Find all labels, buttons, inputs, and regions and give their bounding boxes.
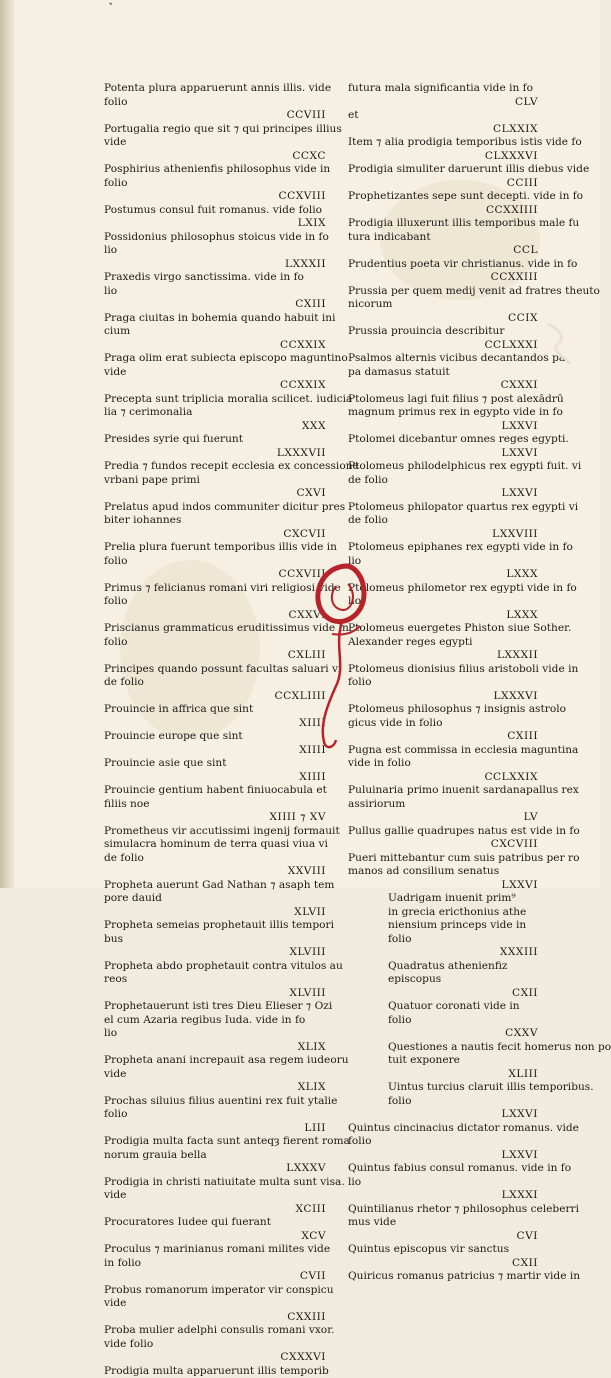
folio-reference: CCXXIIII (348, 204, 544, 218)
entry-text-line: folio (104, 1108, 332, 1122)
folio-reference: CCIX (348, 312, 544, 326)
folio-reference: LXXVI (348, 420, 544, 434)
entry-text-line: de folio (348, 474, 544, 488)
entry-text-line: Proculus ⁊ marinianus romani milites vide (104, 1243, 332, 1257)
index-entry (348, 163, 544, 190)
folio-reference: CXLIII (104, 649, 332, 663)
entry-text-line: filiis noe (104, 798, 332, 812)
entry-text-line: Alexander reges egypti (348, 636, 544, 650)
folio-reference: CVII (104, 1270, 332, 1284)
folio-reference: XIIII (104, 717, 332, 731)
entry-text-line: Ptolomeus dionisius filius aristoboli vide in (348, 663, 544, 677)
folio-reference: XCV (104, 1230, 332, 1244)
entry-text-line: vide folio (104, 1338, 332, 1352)
entry-text-line: Prometheus vir accutissimi ingenij formauit (104, 825, 332, 839)
folio-reference: LXXXVII (104, 447, 332, 461)
entry-text-line: de folio (104, 676, 332, 690)
entry-text-line: Prodigia multa facta sunt anteqȝ fierent roma (104, 1135, 332, 1149)
folio-reference: CCLXXIX (348, 771, 544, 785)
entry-text-line: Posphirius athenienfis philosophus vide in (104, 163, 332, 177)
folio-reference: LXXX (348, 609, 544, 623)
folio-reference: LXXXII (104, 258, 332, 272)
entry-text-line: Postumus consul fuit romanus. vide folio (104, 204, 332, 218)
entry-text-line: reos (104, 973, 332, 987)
red-rubricated-initial-q (306, 556, 386, 756)
index-entry (348, 1081, 544, 1122)
entry-text-line: Quintus fabius consul romanus. vide in fo (348, 1162, 544, 1176)
entry-text-line: folio (104, 96, 332, 110)
entry-text-line: Prouincie gentium habent finiuocabula et (104, 784, 332, 798)
entry-text-line: Pullus gallie quadrupes natus est vide in fo (348, 825, 544, 839)
folio-reference: XLVII (104, 906, 332, 920)
entry-text-line: Ptolomeus lagi fuit filius ⁊ post alexādrū (348, 393, 544, 407)
entry-text-line: episcopus (388, 973, 544, 987)
folio-reference: CCXLIIII (104, 690, 332, 704)
entry-text-line: Pueri mittebantur cum suis patribus per ro (348, 852, 544, 866)
folio-reference: XLIX (104, 1041, 332, 1055)
entry-text-line: Potenta plura apparuerunt annis illis. vide (104, 82, 332, 96)
index-entry (348, 285, 544, 326)
entry-text-line: Questiones a nautis fecit homerus non po (388, 1041, 544, 1055)
entry-text-line: Prodigia in christi natiuitate multa sunt visa. (104, 1176, 332, 1190)
index-entry (348, 1000, 544, 1041)
folio-reference: XLVIII (104, 987, 332, 1001)
entry-text-line: cium (104, 325, 332, 339)
entry-text-line: Quiricus romanus patricius ⁊ martir vide in (348, 1270, 544, 1284)
index-entry (104, 1176, 332, 1217)
index-entry (104, 393, 332, 434)
index-entry (348, 190, 544, 217)
entry-text-line: pa damasus statuit (348, 366, 544, 380)
entry-text-line: Propheta semeias prophetauit illis tempori (104, 919, 332, 933)
entry-text-line: Uintus turcius claruit illis temporibus. (388, 1081, 544, 1095)
folio-reference: XLIII (388, 1068, 544, 1082)
index-entry (104, 730, 332, 757)
entry-text-line: pore dauid (104, 892, 332, 906)
entry-text-line: Prudentius poeta vir christianus. vide in fo (348, 258, 544, 272)
entry-text-line: Praxedis virgo sanctissima. vide in fo (104, 271, 332, 285)
entry-text-line: et (348, 109, 544, 123)
folio-reference: LXXVI (348, 1149, 544, 1163)
folio-reference: LXXXVI (348, 690, 544, 704)
entry-text-line: el cum Azaria regibus Iuda. vide in fo (104, 1014, 332, 1028)
entry-text-line: Ptolomeus philodelphicus rex egypti fuit. vi (348, 460, 544, 474)
entry-text-line: lio (348, 1176, 544, 1190)
index-entry (348, 501, 544, 542)
entry-text-line: Prelia plura fuerunt temporibus illis vide in (104, 541, 332, 555)
folio-reference: CLXXIX (348, 123, 544, 137)
entry-text-line: niensium princeps vide in (388, 919, 544, 933)
folio-reference: CLXXXVI (348, 150, 544, 164)
index-entry (348, 960, 544, 1001)
entry-text-line: folio (388, 933, 544, 947)
index-entry (104, 1284, 332, 1325)
index-entry (348, 1243, 544, 1270)
entry-text-line: lio (104, 244, 332, 258)
folio-reference: CXXV (388, 1027, 544, 1041)
entry-text-line: assiriorum (348, 798, 544, 812)
folio-reference: CXII (388, 987, 544, 1001)
index-entry (104, 622, 332, 663)
index-entry (104, 82, 332, 123)
folio-reference: CCXVIII (104, 568, 332, 582)
entry-text-line: in folio (104, 1257, 332, 1271)
entry-text-line: Prussia prouincia describitur (348, 325, 544, 339)
entry-text-line: Presides syrie qui fuerunt (104, 433, 332, 447)
index-entry (104, 1243, 332, 1284)
folio-reference: CCVIII (104, 109, 332, 123)
folio-reference: LXXXII (348, 649, 544, 663)
entry-text-line: Quatuor coronati vide in (388, 1000, 544, 1014)
index-entry (348, 784, 544, 825)
folio-reference: LXXXV (104, 1162, 332, 1176)
entry-text-line: folio (104, 177, 332, 191)
index-entry (104, 1054, 332, 1095)
index-entry (104, 582, 332, 623)
index-entry (104, 501, 332, 542)
entry-text-line: Quintus cincinacius dictator romanus. vide (348, 1122, 544, 1136)
folio-reference: XXX (104, 420, 332, 434)
entry-text-line: Principes quando possunt facultas saluari vi (104, 663, 332, 677)
entry-text-line: Prodigia multa apparuerunt illis temporib (104, 1365, 332, 1378)
entry-text-line: Puluinaria primo inuenit sardanapallus rex (348, 784, 544, 798)
index-entry (104, 352, 332, 393)
index-entry (348, 852, 544, 893)
folio-reference: CXXXVI (104, 1351, 332, 1365)
entry-text-line: Procuratores Iudee qui fuerant (104, 1216, 332, 1230)
entry-text-line: Prouincie in affrica que sint (104, 703, 332, 717)
index-entry (348, 109, 544, 136)
entry-text-line: Praga olim erat subiecta episcopo maguntino (104, 352, 332, 366)
folio-reference: CXVI (104, 487, 332, 501)
entry-text-line: folio (104, 595, 332, 609)
index-entry (348, 1122, 544, 1163)
index-entry (348, 1041, 544, 1082)
folio-reference: LXXVI (348, 447, 544, 461)
folio-reference: CCXXIX (104, 339, 332, 353)
entry-text-line: folio (104, 555, 332, 569)
folio-reference: LXXVIII (348, 528, 544, 542)
entry-text-line: Quintilianus rhetor ⁊ philosophus celeberri (348, 1203, 544, 1217)
index-entry (104, 271, 332, 312)
folio-reference: CCXVIII (104, 190, 332, 204)
entry-text-line: Prouincie europe que sint (104, 730, 332, 744)
folio-reference: CXXIII (104, 1311, 332, 1325)
folio-reference: CCXXIX (104, 379, 332, 393)
index-entry (104, 919, 332, 960)
entry-text-line: tuit exponere (388, 1054, 544, 1068)
entry-text-line: simulacra hominum de terra quasi viua vi (104, 838, 332, 852)
index-entry (104, 663, 332, 704)
index-entry (104, 703, 332, 730)
index-entry (348, 1270, 544, 1284)
entry-text-line: Ptolomeus philosophus ⁊ insignis astrolo (348, 703, 544, 717)
folio-reference: CVI (348, 1230, 544, 1244)
index-entry (104, 784, 332, 825)
entry-text-line: Prophetizantes sepe sunt decepti. vide in fo (348, 190, 544, 204)
index-entry (348, 1203, 544, 1244)
folio-reference: CXCVII (104, 528, 332, 542)
index-entry (104, 757, 332, 784)
index-entry (104, 879, 332, 920)
index-entry (348, 393, 544, 434)
folio-reference: CXXVI (104, 609, 332, 623)
index-entry (348, 1162, 544, 1203)
index-entry (104, 1135, 332, 1176)
entry-text-line: vide (104, 1297, 332, 1311)
index-entry (104, 204, 332, 231)
entry-text-line: Prelatus apud indos communiter dicitur pres (104, 501, 332, 515)
entry-text-line: lio (104, 1027, 332, 1041)
folio-reference: CXXXI (348, 379, 544, 393)
entry-text-line: Prouincie asie que sint (104, 757, 332, 771)
index-entry (104, 312, 332, 353)
entry-text-line: Predia ⁊ fundos recepit ecclesia ex concessione (104, 460, 332, 474)
index-entry (348, 258, 544, 285)
entry-text-line: Ptolomeus philometor rex egypti vide in fo (348, 582, 544, 596)
entry-text-line: mus vide (348, 1216, 544, 1230)
entry-text-line: Ptolomeus philopator quartus rex egypti vi (348, 501, 544, 515)
entry-text-line: vide (104, 1068, 332, 1082)
folio-reference: CXIII (348, 730, 544, 744)
folio-reference: CCLXXXI (348, 339, 544, 353)
index-entry (348, 217, 544, 258)
folio-reference: XXVIII (104, 865, 332, 879)
folio-reference: LXIX (104, 217, 332, 231)
index-entry (104, 1324, 332, 1365)
folio-reference: CCIII (348, 177, 544, 191)
index-entry (104, 1365, 332, 1378)
index-entry (104, 433, 332, 460)
folio-reference: CCL (348, 244, 544, 258)
entry-text-line: in grecia ericthonius athe (388, 906, 544, 920)
left-index-column (104, 82, 332, 1378)
entry-text-line: Item ⁊ alia prodigia temporibus istis vide fo (348, 136, 544, 150)
index-entry (104, 1000, 332, 1054)
entry-text-line: Propheta abdo prophetauit contra vitulos au (104, 960, 332, 974)
index-entry (348, 136, 544, 163)
folio-reference: XIIII (104, 771, 332, 785)
folio-reference: LXXVI (348, 487, 544, 501)
entry-text-line: folio (388, 1095, 544, 1109)
index-entry (104, 231, 332, 272)
entry-text-line: gicus vide in folio (348, 717, 544, 731)
entry-text-line: folio (388, 1014, 544, 1028)
entry-text-line: lio (104, 285, 332, 299)
index-entry (348, 460, 544, 501)
entry-text-line: lio (348, 595, 544, 609)
entry-text-line: Ptolomeus euergetes Phiston siue Sother. (348, 622, 544, 636)
binding-gutter (0, 0, 14, 888)
folio-reference: LV (348, 811, 544, 825)
entry-text-line: Ptolomei dicebantur omnes reges egypti. (348, 433, 544, 447)
entry-text-line: vide in folio (348, 757, 544, 771)
folio-reference: CCXXIII (348, 271, 544, 285)
entry-text-line: Prodigia illuxerunt illis temporibus male fu (348, 217, 544, 231)
index-entry (348, 433, 544, 460)
folio-reference: CXCVIII (348, 838, 544, 852)
folio-reference: LIII (104, 1122, 332, 1136)
entry-text-line: lia ⁊ cerimonalia (104, 406, 332, 420)
index-entry (104, 825, 332, 879)
entry-text-line: vide (104, 366, 332, 380)
index-entry (348, 892, 544, 960)
entry-text-line: Primus ⁊ felicianus romani viri religiosi vide (104, 582, 332, 596)
folio-reference: LXXXI (348, 1189, 544, 1203)
folio-reference: CXII (348, 1257, 544, 1271)
entry-text-line: Propheta auerunt Gad Nathan ⁊ asaph tem (104, 879, 332, 893)
index-entry (348, 82, 544, 109)
index-entry (104, 163, 332, 204)
entry-text-line: Prussia per quem medij venit ad fratres theuto (348, 285, 544, 299)
entry-text-line: Ptolomeus epiphanes rex egypti vide in fo (348, 541, 544, 555)
entry-text-line: Probus romanorum imperator vir conspicu (104, 1284, 332, 1298)
entry-text-line: Proba mulier adelphi consulis romani vxor. (104, 1324, 332, 1338)
folio-reference: CXIII (104, 298, 332, 312)
folio-reference: XCIII (104, 1203, 332, 1217)
entry-text-line: Psalmos alternis vicibus decantandos pa (348, 352, 544, 366)
folio-reference: CLV (348, 96, 544, 110)
stray-thread (546, 320, 576, 370)
entry-text-line: folio (348, 676, 544, 690)
entry-text-line: norum grauia bella (104, 1149, 332, 1163)
entry-text-line: Praga ciuitas in bohemia quando habuit ini (104, 312, 332, 326)
entry-text-line: Prochas siluius filius auentini rex fuit ytalie (104, 1095, 332, 1109)
entry-text-line: Quadratus athenienfiz (388, 960, 544, 974)
entry-text-line: folio (104, 636, 332, 650)
index-entry (104, 1216, 332, 1243)
entry-text-line: tura indicabant (348, 231, 544, 245)
folio-reference: LXXVI (348, 879, 544, 893)
entry-text-line: Prodigia simuliter daruerunt illis diebus vide (348, 163, 544, 177)
entry-text-line: biter iohannes (104, 514, 332, 528)
top-margin-mark: ˺ (108, 0, 113, 17)
folio-reference: XXXIII (388, 946, 544, 960)
entry-text-line: futura mala significantia vide in fo (348, 82, 544, 96)
index-entry (348, 825, 544, 852)
entry-text-line: Quintus episcopus vir sanctus (348, 1243, 544, 1257)
folio-reference: LXXVI (388, 1108, 544, 1122)
entry-text-line: Possidonius philosophus stoicus vide in fo (104, 231, 332, 245)
folio-reference: XLVIII (104, 946, 332, 960)
entry-text-line: folio (348, 1135, 544, 1149)
entry-text-line: manos ad consilium senatus (348, 865, 544, 879)
entry-text-line: Precepta sunt triplicia moralia scilicet. iudicia (104, 393, 332, 407)
index-entry (104, 1095, 332, 1136)
entry-text-line: nicorum (348, 298, 544, 312)
entry-text-line: de folio (348, 514, 544, 528)
entry-text-line: de folio (104, 852, 332, 866)
entry-text-line: bus (104, 933, 332, 947)
entry-text-line: Pugna est commissa in ecclesia maguntina (348, 744, 544, 758)
index-entry (104, 123, 332, 164)
index-entry (348, 352, 544, 393)
index-entry (348, 325, 544, 352)
entry-text-line: Propheta anani increpauit asa regem iudeoru (104, 1054, 332, 1068)
folio-reference: XLIX (104, 1081, 332, 1095)
entry-text-line: magnum primus rex in egypto vide in fo (348, 406, 544, 420)
index-entry (104, 960, 332, 1001)
entry-text-line: Uadrigam inuenit prim⁹ (388, 892, 544, 906)
folio-reference: XIIII (104, 744, 332, 758)
index-entry (104, 541, 332, 582)
entry-text-line: vide (104, 1189, 332, 1203)
entry-text-line: vide (104, 136, 332, 150)
folio-reference: LXXX (348, 568, 544, 582)
folio-reference: CCXC (104, 150, 332, 164)
entry-text-line: Prophetauerunt isti tres Dieu Elieser ⁊ Ozi (104, 1000, 332, 1014)
entry-text-line: Priscianus grammaticus eruditissimus vide in (104, 622, 332, 636)
entry-text-line: Portugalia regio que sit ⁊ qui principes illius (104, 123, 332, 137)
index-entry (104, 460, 332, 501)
entry-text-line: vrbani pape primi (104, 474, 332, 488)
entry-text-line: lio (348, 555, 544, 569)
folio-reference: XIIII ⁊ XV (104, 811, 332, 825)
